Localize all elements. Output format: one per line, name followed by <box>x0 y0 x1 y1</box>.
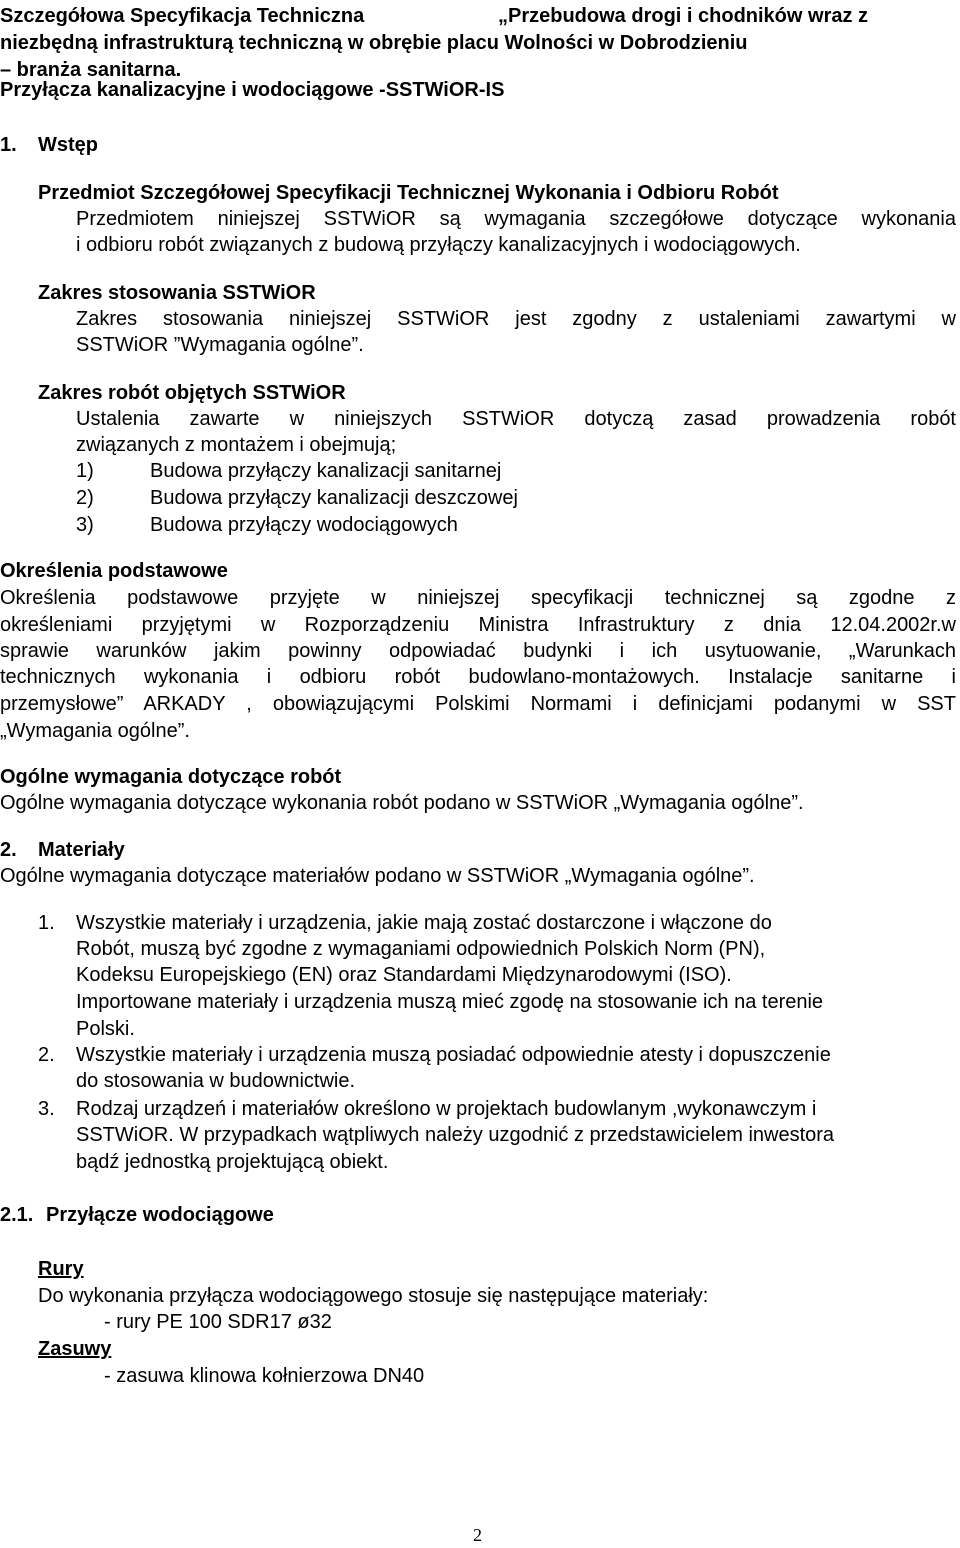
materials-item-3-line-1: Rodzaj urządzeń i materiałów określono w projektach budowlanym ,wykonawczym i <box>76 1098 817 1120</box>
doc-header-left: Szczegółowa Specyfikacja Techniczna <box>0 5 365 27</box>
definitions-line-2: określeniami przyjętymi w Rozporządzeniu Ministra Infrastruktury z dnia 12.04.2002r.w <box>0 614 956 636</box>
works-item-1-text: Budowa przyłączy kanalizacji sanitarnej <box>150 460 502 482</box>
materials-item-1-number: 1. <box>38 912 55 934</box>
doc-header-line3: – branża sanitarna. <box>0 59 182 81</box>
definitions-line-6: „Wymagania ogólne”. <box>0 720 190 742</box>
scope-line-2: SSTWiOR ”Wymagania ogólne”. <box>76 334 364 356</box>
definitions-heading: Określenia podstawowe <box>0 560 228 582</box>
definitions-line-4: technicznych wykonania i odbioru robót budowlano-montażowych. Instalacje sanitarne i <box>0 666 956 688</box>
section-2-title: Materiały <box>38 839 125 861</box>
materials-item-3-number: 3. <box>38 1098 55 1120</box>
section-1-number: 1. <box>0 134 17 156</box>
works-item-1-number: 1) <box>76 460 94 482</box>
materials-item-2-line-1: Wszystkie materiały i urządzenia muszą posiadać odpowiednie atesty i dopuszczenie <box>76 1044 831 1066</box>
definitions-line-5: przemysłowe” ARKADY , obowiązującymi Polskimi Normami i definicjami podanymi w SST <box>0 693 956 715</box>
general-heading: Ogólne wymagania dotyczące robót <box>0 766 342 788</box>
works-item-2-number: 2) <box>76 487 94 509</box>
subject-line-1: Przedmiotem niniejszej SSTWiOR są wymagania szczegółowe dotyczące wykonania <box>76 208 956 230</box>
subsection-2-1-number: 2.1. <box>0 1204 34 1226</box>
doc-header-right: „Przebudowa drogi i chodników wraz z <box>498 5 869 27</box>
materials-item-1-line-5: Polski. <box>76 1018 135 1040</box>
works-item-2-text: Budowa przyłączy kanalizacji deszczowej <box>150 487 518 509</box>
subject-line-2: i odbioru robót związanych z budową przyłączy kanalizacyjnych i wodociągowych. <box>76 234 801 256</box>
materials-item-1-line-4: Importowane materiały i urządzenia muszą mieć zgodę na stosowanie ich na terenie <box>76 991 824 1013</box>
works-heading: Zakres robót objętych SSTWiOR <box>38 382 346 404</box>
materials-item-2-number: 2. <box>38 1044 55 1066</box>
materials-item-1-line-1: Wszystkie materiały i urządzenia, jakie mają zostać dostarczone i włączone do <box>76 912 772 934</box>
materials-item-1-line-3: Kodeksu Europejskiego (EN) oraz Standardami Międzynarodowymi (ISO). <box>76 964 732 986</box>
works-item-3-text: Budowa przyłączy wodociągowych <box>150 514 458 536</box>
materials-item-2-line-2: do stosowania w budownictwie. <box>76 1070 356 1092</box>
materials-item-1-line-2: Robót, muszą być zgodne z wymaganiami odpowiednich Polskich Norm (PN), <box>76 938 766 960</box>
works-item-3-number: 3) <box>76 514 94 536</box>
valves-heading: Zasuwy <box>38 1338 112 1360</box>
valves-item: - zasuwa klinowa kołnierzowa DN40 <box>104 1365 425 1387</box>
definitions-line-3: sprawie warunków jakim powinny odpowiadać budynki i ich usytuowanie, „Warunkach <box>0 640 956 662</box>
works-line-1: Ustalenia zawarte w niniejszych SSTWiOR dotyczą zasad prowadzenia robót <box>76 408 956 430</box>
pipes-intro: Do wykonania przyłącza wodociągowego stosuje się następujące materiały: <box>38 1285 709 1307</box>
scope-heading: Zakres stosowania SSTWiOR <box>38 282 316 304</box>
scope-line-1: Zakres stosowania niniejszej SSTWiOR jest zgodny z ustaleniami zawartymi w <box>76 308 956 330</box>
general-text: Ogólne wymagania dotyczące wykonania robót podano w SSTWiOR „Wymagania ogólne”. <box>0 792 804 814</box>
doc-header-line2: niezbędną infrastrukturą techniczną w obrębie placu Wolności w Dobrodzieniu <box>0 32 748 54</box>
pipes-item: - rury PE 100 SDR17 ø32 <box>104 1311 332 1333</box>
materials-item-3-line-3: bądź jednostką projektującą obiekt. <box>76 1151 389 1173</box>
definitions-line-1: Określenia podstawowe przyjęte w niniejszej specyfikacji technicznej są zgodne z <box>0 587 956 609</box>
works-line-2: związanych z montażem i obejmują; <box>76 434 397 456</box>
subsection-2-1-title: Przyłącze wodociągowe <box>46 1204 274 1226</box>
pipes-heading: Rury <box>38 1258 84 1280</box>
section-1-title: Wstęp <box>38 134 98 156</box>
materials-intro: Ogólne wymagania dotyczące materiałów podano w SSTWiOR „Wymagania ogólne”. <box>0 865 755 887</box>
doc-header-line4: Przyłącza kanalizacyjne i wodociągowe -SSTWiOR-IS <box>0 79 505 101</box>
subject-heading: Przedmiot Szczegółowej Specyfikacji Technicznej Wykonania i Odbioru Robót <box>38 182 779 204</box>
page-number: 2 <box>473 1525 482 1545</box>
section-2-number: 2. <box>0 839 17 861</box>
materials-item-3-line-2: SSTWiOR. W przypadkach wątpliwych należy uzgodnić z przedstawicielem inwestora <box>76 1124 835 1146</box>
